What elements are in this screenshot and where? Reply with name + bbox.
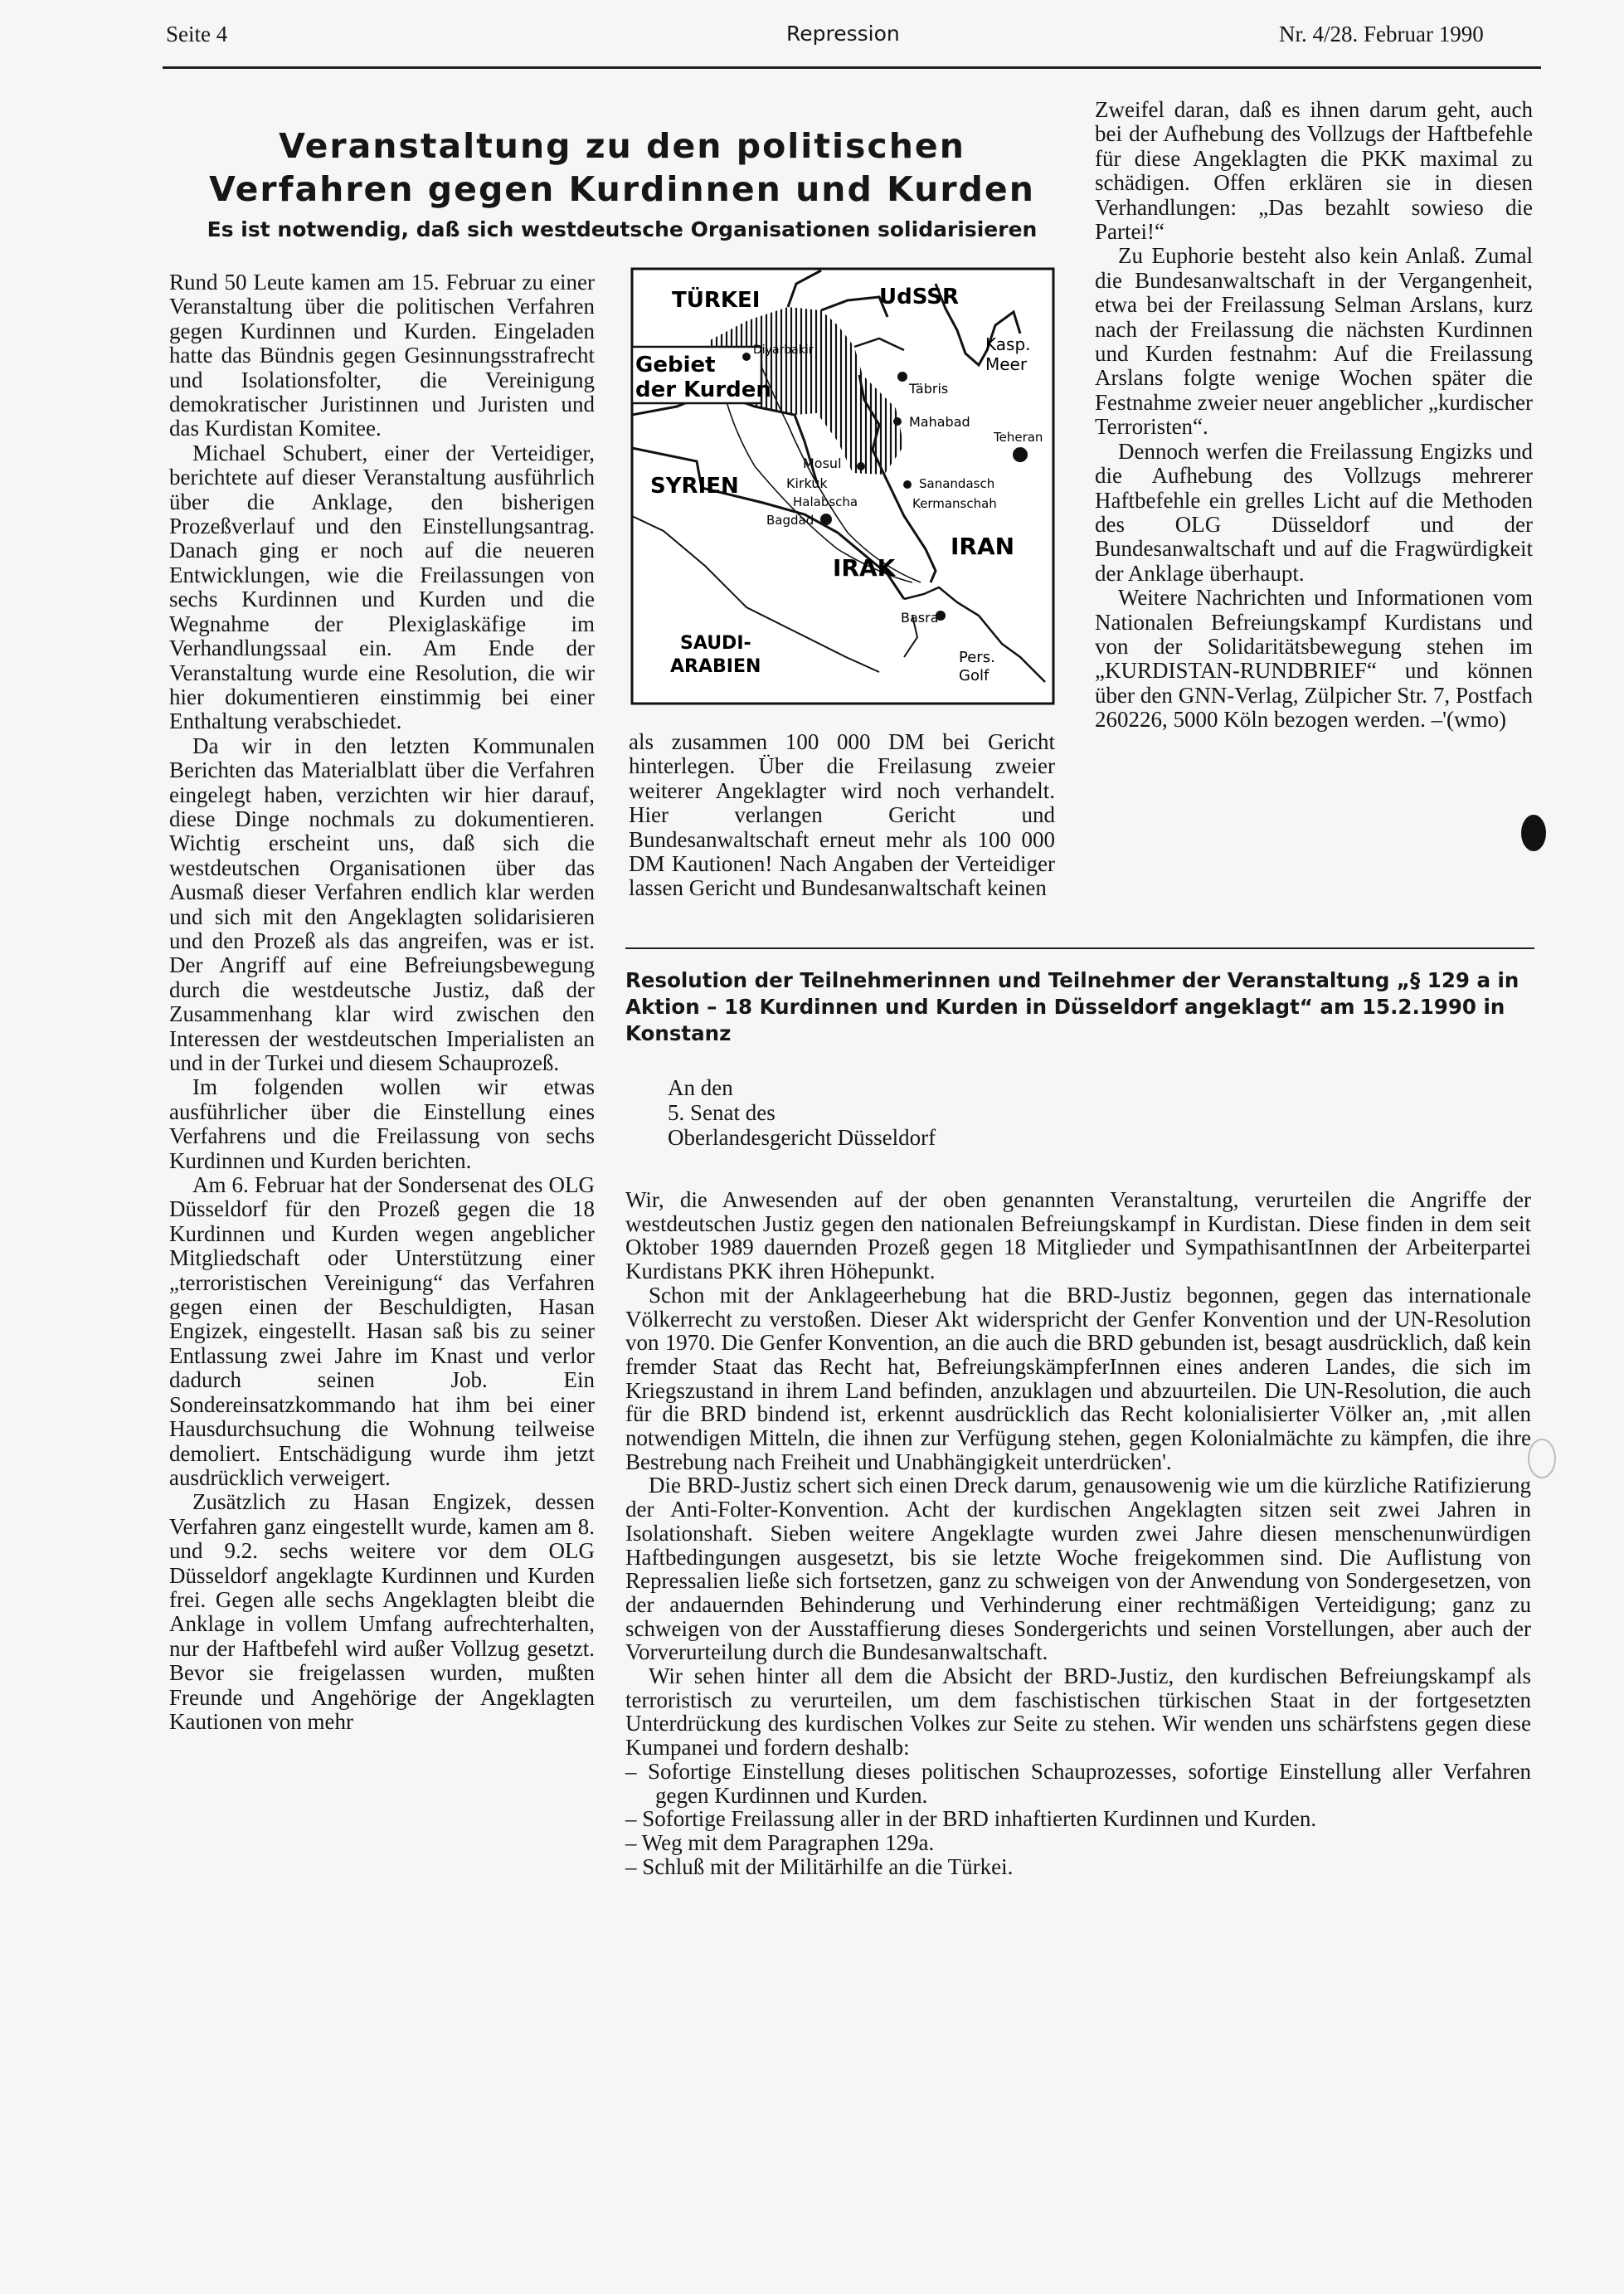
demand-item: – Weg mit dem Paragraphen 129a. <box>625 1829 935 1855</box>
label-teheran: Teheran <box>994 430 1043 445</box>
label-saudi: SAUDI- <box>680 633 751 654</box>
label-der-kurden: der Kurden <box>635 377 771 402</box>
paragraph: Schon mit der Anklageerhebung hat die BRD-Justiz begonnen, gegen das internationale Völkerrecht zu verstoßen. Dieser Akt widerspricht der Genfer Konvention und der UN-Resolution von 1970. Die Genfer Konvention, an die auch die BRD gebunden ist, besagt ausdrücklich, daß kein fremder Staat das Recht hat, BefreiungskämpferInnen eines anderen Landes, die sich im Kriegszustand in ihrem Land befinden, anzuklagen und abzuurteilen. Die UN-Resolution, die auch für die BRD bindend ist, erkennt ausdrücklich das Recht kolonialisierter Völker an, ‚mit allen notwendigen Mitteln, die ihnen zur Verfügung stehen, gegen Kolonialmächte zu kämpfen, die ihre Bestrebung nach Freiheit und Unabhängigkeit unterdrücken'. <box>625 1282 1531 1474</box>
label-kermanschah: Kermanschah <box>912 496 997 511</box>
label-irak: IRAK <box>833 554 896 582</box>
section-title: Repression <box>786 22 900 46</box>
label-taebris: Täbris <box>909 381 949 397</box>
label-golf: Golf <box>959 667 989 684</box>
resolution-address <box>668 1075 936 1150</box>
label-basra: Basra <box>901 610 939 626</box>
header-rule <box>163 66 1541 69</box>
label-syrien: SYRIEN <box>650 474 739 499</box>
article-title-line1: Veranstaltung zu den politischen <box>279 126 965 166</box>
demand-item: – Sofortige Freilassung aller in der BRD inhaftierten Kurdinnen und Kurden. <box>625 1806 1317 1832</box>
paragraph: Rund 50 Leute kamen am 15. Februar zu einer Veranstaltung über die politischen Verfahren gegen Kurdinnen und Kurden. Eingeladen hatte das Bündnis gegen Gesinnungsstrafrecht und Isolationsfolter, die Vereinigung demokratischer Juristinnen und Juristen und das Kurdistan Komitee. <box>169 270 595 441</box>
page-number: Seite 4 <box>166 22 228 46</box>
demand-item: – Sofortige Einstellung dieses politischen Schauprozesses, sofortige Einstellung aller Verfahren gegen Kurdinnen und Kurden. <box>625 1758 1531 1808</box>
label-udssr: UdSSR <box>879 285 960 309</box>
paragraph: Wir sehen hinter all dem die Absicht der BRD-Justiz, den kurdischen Befreiungskampf als terroristisch zu verurteilen, um dem faschistischen türkischen Staat in der fortgesetzten Unterdrückung des kurdischen Volkes zur Seite zu stehen. Wir wenden uns schärfstens gegen diese Kumpanei und fordern deshalb: <box>625 1663 1531 1761</box>
article-title <box>166 124 1078 211</box>
label-gebiet: Gebiet <box>635 353 716 377</box>
article-title-line2: Verfahren gegen Kurdinnen und Kurden <box>209 169 1035 209</box>
resolution-body <box>625 1188 1531 1878</box>
label-kasp: Kasp. <box>985 334 1031 354</box>
label-meer: Meer <box>985 354 1028 374</box>
label-halabscha: Halabscha <box>793 494 858 509</box>
label-mahabad: Mahabad <box>909 414 970 430</box>
article-column-3 <box>1095 98 1533 733</box>
label-kirkuk: Kirkuk <box>786 475 828 491</box>
paragraph: Dennoch werfen die Freilassung Engizks und die Aufhebung des Vollzugs mehrerer Haftbefehle ein grelles Licht auf die Methoden des OLG Düsseldorf und der Bundesanwaltschaft und auf die Fragwürdigkeit der Anklage überhaupt. <box>1095 438 1533 586</box>
punch-hole-mark <box>1528 1439 1556 1478</box>
resolution-title: Resolution der Teilnehmerinnen und Teilnehmer der Veranstaltung „§ 129 a in Aktion – 18 Kurdinnen und Kurden in Düsseldorf angeklagt“ am 15.2.1990 in Konstanz <box>625 968 1519 1045</box>
address-line: An den <box>668 1075 733 1100</box>
label-arabien: ARABIEN <box>670 656 761 677</box>
paragraph: Zweifel daran, daß es ihnen darum geht, auch bei der Aufhebung des Vollzugs der Haftbefehle für diese Angeklagten die PKK maximal zu schädigen. Offen erklären sie in diesen Verhandlungen: „Das bezahlt sowieso die Partei!“ <box>1095 97 1533 245</box>
demands-list <box>625 1760 1531 1879</box>
label-pers: Pers. <box>959 649 995 666</box>
map-graphic <box>630 267 1055 705</box>
label-bagdad: Bagdad <box>766 513 814 528</box>
article-column-1 <box>169 270 595 1734</box>
paragraph: Im folgenden wollen wir etwas ausführlicher über die Einstellung eines Verfahrens und die Freilassung von sechs Kurdinnen und Kurden berichten. <box>169 1074 595 1173</box>
paragraph: als zusammen 100 000 DM bei Gericht hinterlegen. Über die Freilasung zweier weiterer Angeklagter wird noch verhandelt. Hier verlangen Gericht und Bundesanwaltschaft erneut mehr als 100 000 DM Kautionen! Nach Angaben der Verteidiger lassen Gericht und Bundesanwaltschaft keinen <box>629 729 1055 901</box>
paragraph: Die BRD-Justiz schert sich einen Dreck darum, genausowenig wie um die kürzliche Ratifizierung der Anti-Folter-Konvention. Acht der kurdischen Angeklagten sitzen seit zwei Jahren in Isolationshaft. Sieben weitere Angeklagte wurden zwei Jahre diesen menschenunwürdigen Haftbedingungen ausgesetzt, bis sie letzte Woche freigekommen sind. Die Auflistung von Repressalien ließe sich fortsetzen, ganz zu schweigen von der Anwendung von Sondergesetzen, von der andauernden Behinderung und Verhinderung einer rechtmäßigen Verteidigung; ganz zu schweigen von der Ausstaffierung dieses Sondergerichts und seinen Vorstellungen, aber auch der Vorverurteilung durch die Bundesanwaltschaft. <box>625 1473 1531 1665</box>
paragraph: Michael Schubert, einer der Verteidiger, berichtete auf dieser Veranstaltung ausführlich über die Anklage, den bisherigen Prozeßverlauf und den Einstellungsantrag. Danach ging er noch auf die neueren Entwicklungen, wie die Freilassungen von sechs Kurdinnen und Kurden und die Wegnahme der Plexiglaskäfige im Verhandlungssaal ein. Am Ende der Veranstaltung wurde eine Resolution, die wir hier dokumentieren einstimmig bei einer Enthaltung verabschiedet. <box>169 440 595 734</box>
label-tuerkei: TÜRKEI <box>672 288 761 313</box>
label-diyarbakir: Diyarbakir <box>753 343 814 357</box>
paragraph: Wir, die Anwesenden auf der oben genannten Veranstaltung, verurteilen die Angriffe der westdeutschen Justiz gegen den nationalen Befreiungskampf in Kurdistan. Diese finden in dem seit Oktober 1989 dauernden Prozeß gegen 18 Mitglieder und SympathisantInnen der Arbeiterpartei Kurdistans PKK ihren Höhepunkt. <box>625 1187 1531 1284</box>
paragraph: Da wir in den letzten Kommunalen Berichten das Materialblatt über die Verfahren eingelegt haben, verzichten wir hier darauf, diese Dinge nochmals zu dokumentieren. Wichtig erscheint uns, daß sich die westdeutschen Organisationen über das Ausmaß dieser Verfahren endlich klar werden und sich mit den Angeklagten solidarisieren und den Prozeß als das angreifen, was er ist. Der Angriff auf eine Befreiungsbewegung durch die westdeutsche Justiz, daß der Zusammenhang klar wird zwischen den Interessen der westdeutschen Imperialisten an und in der Turkei und diesem Schauprozeß. <box>169 733 595 1075</box>
kurdistan-map <box>630 267 1055 705</box>
article-column-2 <box>629 730 1055 901</box>
issue-date: Nr. 4/28. Februar 1990 <box>1279 22 1484 46</box>
paragraph: Weitere Nachrichten und Informationen vom Nationalen Befreiungskampf Kurdistans und von der Solidaritätsbewegung stehen im „KURDISTAN-RUNDBRIEF“ und können über den GNN-Verlag, Zülpicher Str. 7, Postfach 260226, 5000 Köln bezogen werden. –'(wmo) <box>1095 585 1533 733</box>
paragraph: Am 6. Februar hat der Sondersenat des OLG Düsseldorf für den Prozeß gegen die 18 Kurdinnen und Kurden wegen angeblicher Mitgliedschaft oder Unterstützung einer „terroristischen Vereinigung“ das Verfahren gegen einen der Beschuldigten, Hasan Engizek, eingestellt. Hasan saß bis zu seiner Entlassung zwei Jahre im Knast und verlor dadurch seinen Job. Ein Sondereinsatzkommando hat ihm bei einer Hausdurchsuchung die Wohnung teilweise demoliert. Entschädigung wurde ihm jetzt ausdrücklich verweigert. <box>169 1172 595 1490</box>
paragraph: Zu Euphorie besteht also kein Anlaß. Zumal die Bundesanwaltschaft in der Vergangenheit, etwa bei der Freilassung Selman Arslans, kurz nach der Freilassung die nächsten Kurdinnen und Kurden festnahm: Auf die Freilassung Arslans folgte wenige Wochen später die Festnahme zweier neuer angeblicher „kurdischer Terroristen“. <box>1095 243 1533 440</box>
label-iran: IRAN <box>951 533 1015 560</box>
article-subtitle: Es ist notwendig, daß sich westdeutsche Organisationen solidarisieren <box>207 217 1038 241</box>
paragraph: Zusätzlich zu Hasan Engizek, dessen Verfahren ganz eingestellt wurde, kamen am 8. und 9.2. sechs weitere vor dem OLG Düsseldorf angeklagte Kurdinnen und Kurden frei. Gegen alle sechs Angeklagten bleibt die Anklage in vollem Umfang aufrechterhalten, nur der Haftbefehl wird außer Vollzug gesetzt. Bevor sie freigelassen wurden, mußten Freunde und Angehörige der Angeklagten Kautionen von mehr <box>169 1489 595 1734</box>
label-sanandasch: Sanandasch <box>919 476 995 491</box>
section-rule <box>625 947 1534 949</box>
address-line: 5. Senat des <box>668 1100 776 1125</box>
label-mosul: Mosul <box>803 455 842 471</box>
address-line: Oberlandesgericht Düsseldorf <box>668 1125 936 1150</box>
demand-item: – Schluß mit der Militärhilfe an die Türkei. <box>625 1853 1014 1879</box>
punch-hole-mark <box>1521 815 1546 851</box>
